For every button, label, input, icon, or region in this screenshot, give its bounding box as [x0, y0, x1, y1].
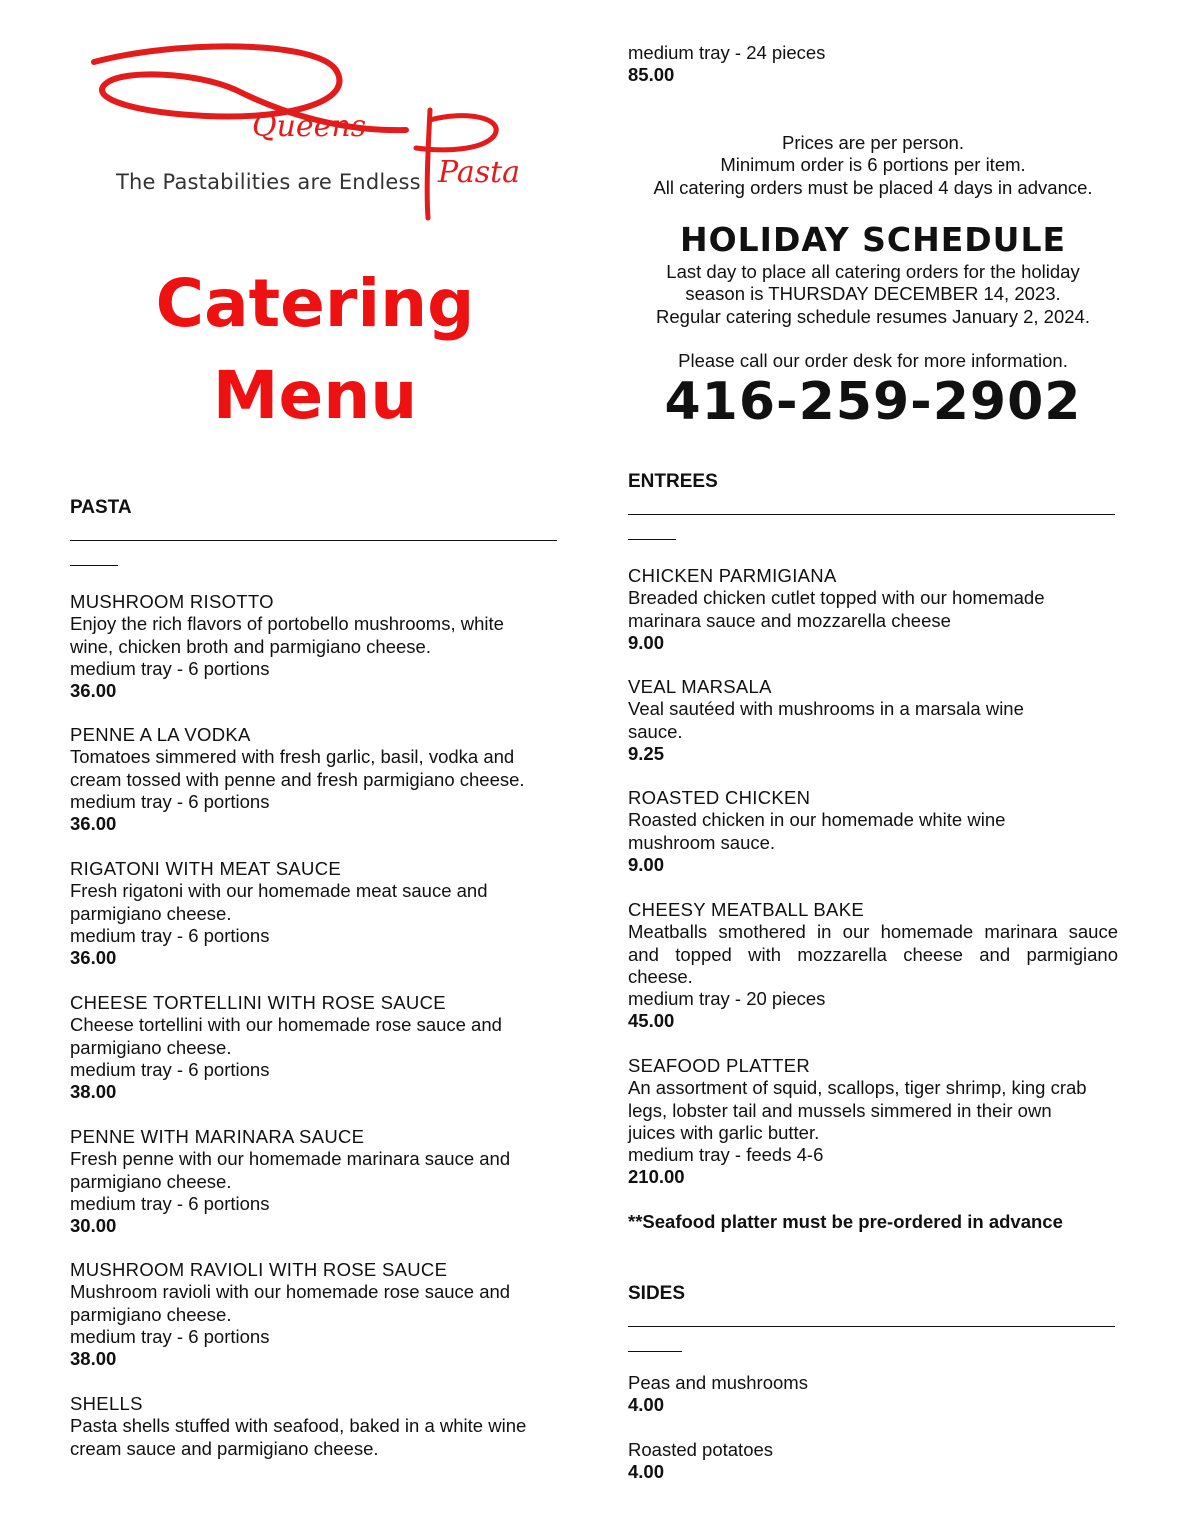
item-detail: medium tray - 6 portions: [70, 1192, 270, 1214]
entrees-divider: [628, 514, 1115, 515]
item-name: Peas and mushrooms: [628, 1372, 808, 1393]
title-catering: Catering: [155, 265, 475, 342]
item-description: cream tossed with penne and fresh parmigiano cheese.: [70, 768, 525, 790]
item-detail: medium tray - feeds 4-6: [628, 1144, 824, 1166]
item-name: Roasted potatoes: [628, 1439, 774, 1460]
item-description: parmigiano cheese.: [70, 902, 232, 924]
notes-line: Prices are per person.: [781, 132, 964, 153]
menu-item-continued: [628, 42, 1118, 87]
ordering-notes: [628, 132, 1118, 199]
menu-item: [70, 1259, 560, 1370]
item-name: SHELLS: [70, 1393, 143, 1414]
title-menu: Menu: [212, 357, 418, 434]
call-info: Please call our order desk for more information.: [678, 350, 1068, 371]
notes-line: All catering orders must be placed 4 days in advance.: [653, 176, 1093, 198]
item-price: 36.00: [70, 813, 117, 835]
item-description: Tomatoes simmered with fresh garlic, basil, vodka and: [70, 746, 515, 768]
item-detail: medium tray - 6 portions: [70, 657, 270, 679]
item-price: 36.00: [70, 680, 117, 702]
item-price: 9.00: [628, 631, 665, 653]
holiday-notice: [628, 261, 1118, 328]
item-price: 38.00: [70, 1348, 117, 1370]
entrees-heading: ENTREES: [628, 471, 718, 492]
item-description: Fresh penne with our homemade marinara sauce and: [70, 1148, 511, 1170]
item-price: 36.00: [70, 947, 117, 969]
sides-divider-short: [628, 1351, 682, 1352]
item-name: ROASTED CHICKEN: [628, 787, 811, 808]
item-description: Breaded chicken cutlet topped with our homemade: [628, 587, 1045, 609]
item-description: Fresh rigatoni with our homemade meat sauce and: [70, 880, 488, 902]
menu-item: [628, 1372, 1118, 1417]
menu-item: [628, 787, 1118, 876]
logo-tagline: The Pastabilities are Endless: [116, 170, 421, 194]
item-description: and topped with mozzarella cheese and parmigiano: [628, 943, 1118, 965]
item-name: RIGATONI WITH MEAT SAUCE: [70, 858, 342, 879]
sides-divider: [628, 1326, 1115, 1327]
item-detail: medium tray - 20 pieces: [628, 988, 826, 1010]
item-description: cream sauce and parmigiano cheese.: [70, 1437, 379, 1459]
item-detail: medium tray - 6 portions: [70, 1325, 270, 1347]
item-name: CHEESE TORTELLINI WITH ROSE SAUCE: [70, 992, 446, 1013]
item-description: mushroom sauce.: [628, 831, 776, 853]
menu-item: [628, 676, 1118, 765]
logo-brand-pasta: Pasta: [438, 155, 521, 190]
notes-line: Minimum order is 6 portions per item.: [720, 154, 1026, 176]
item-name: CHEESY MEATBALL BAKE: [628, 899, 864, 920]
item-description: parmigiano cheese.: [70, 1170, 232, 1192]
item-name: PENNE WITH MARINARA SAUCE: [70, 1126, 365, 1147]
item-name: CHICKEN PARMIGIANA: [628, 565, 837, 586]
pasta-divider-short: [70, 565, 118, 566]
entrees-divider-short: [628, 539, 676, 540]
item-detail: medium tray - 6 portions: [70, 1058, 270, 1080]
item-description: Veal sautéed with mushrooms in a marsala wine: [628, 698, 1024, 720]
item-description: Cheese tortellini with our homemade rose sauce and: [70, 1014, 502, 1036]
item-price: 9.00: [628, 853, 665, 875]
item-price: 4.00: [628, 1394, 665, 1416]
menu-item: [70, 1126, 560, 1237]
menu-item: [70, 1393, 560, 1460]
item-name: PENNE A LA VODKA: [70, 724, 251, 745]
item-detail: medium tray - 6 portions: [70, 924, 270, 946]
menu-item: [70, 591, 560, 702]
logo-brand-queens: Queens: [252, 109, 367, 144]
item-name: MUSHROOM RAVIOLI WITH ROSE SAUCE: [70, 1259, 448, 1280]
item-description: parmigiano cheese.: [70, 1036, 232, 1058]
pasta-heading: PASTA: [70, 497, 132, 518]
item-description: Meatballs smothered in our homemade marinara sauce: [628, 921, 1118, 943]
item-detail: medium tray - 6 portions: [70, 790, 270, 812]
item-name: SEAFOOD PLATTER: [628, 1055, 810, 1076]
menu-item: [628, 1055, 1118, 1189]
item-description: sauce.: [628, 720, 683, 742]
item-name: MUSHROOM RISOTTO: [70, 591, 274, 612]
holiday-title: HOLIDAY SCHEDULE: [679, 220, 1067, 259]
menu-item: [70, 858, 560, 969]
holiday-line: Last day to place all catering orders for the holiday: [666, 261, 1080, 282]
item-description: wine, chicken broth and parmigiano cheese.: [70, 635, 431, 657]
item-description: legs, lobster tail and mussels simmered in their own: [628, 1099, 1052, 1121]
item-price: 30.00: [70, 1215, 117, 1237]
phone-number[interactable]: 416-259-2902: [664, 372, 1082, 432]
menu-item: [628, 899, 1118, 1033]
queens-pasta-logo: [86, 40, 546, 230]
item-description: cheese.: [628, 965, 693, 987]
menu-item: [628, 1439, 1118, 1484]
item-description: Roasted chicken in our homemade white wine: [628, 809, 1006, 831]
item-price: 4.00: [628, 1461, 665, 1483]
item-price: 85.00: [628, 64, 675, 86]
item-description: marinara sauce and mozzarella cheese: [628, 609, 951, 631]
item-description: juices with garlic butter.: [628, 1121, 820, 1143]
item-price: 38.00: [70, 1081, 117, 1103]
holiday-line: Regular catering schedule resumes January 2, 2024.: [656, 305, 1090, 327]
item-price: 9.25: [628, 742, 665, 764]
seafood-note: **Seafood platter must be pre-ordered in advance: [628, 1211, 1063, 1232]
item-price: 210.00: [628, 1166, 685, 1188]
item-detail: medium tray - 24 pieces: [628, 42, 826, 63]
menu-item: [70, 992, 560, 1103]
item-description: Pasta shells stuffed with seafood, baked in a white wine: [70, 1415, 527, 1437]
item-description: Enjoy the rich flavors of portobello mushrooms, white: [70, 613, 504, 635]
item-name: VEAL MARSALA: [628, 676, 772, 697]
item-description: parmigiano cheese.: [70, 1303, 232, 1325]
item-description: An assortment of squid, scallops, tiger shrimp, king crab: [628, 1077, 1087, 1099]
holiday-line: season is THURSDAY DECEMBER 14, 2023.: [685, 283, 1061, 305]
pasta-divider: [70, 540, 557, 541]
item-price: 45.00: [628, 1010, 675, 1032]
menu-item: [70, 724, 560, 835]
menu-item: [628, 565, 1118, 654]
sides-heading: SIDES: [628, 1283, 686, 1304]
item-description: Mushroom ravioli with our homemade rose sauce and: [70, 1281, 511, 1303]
